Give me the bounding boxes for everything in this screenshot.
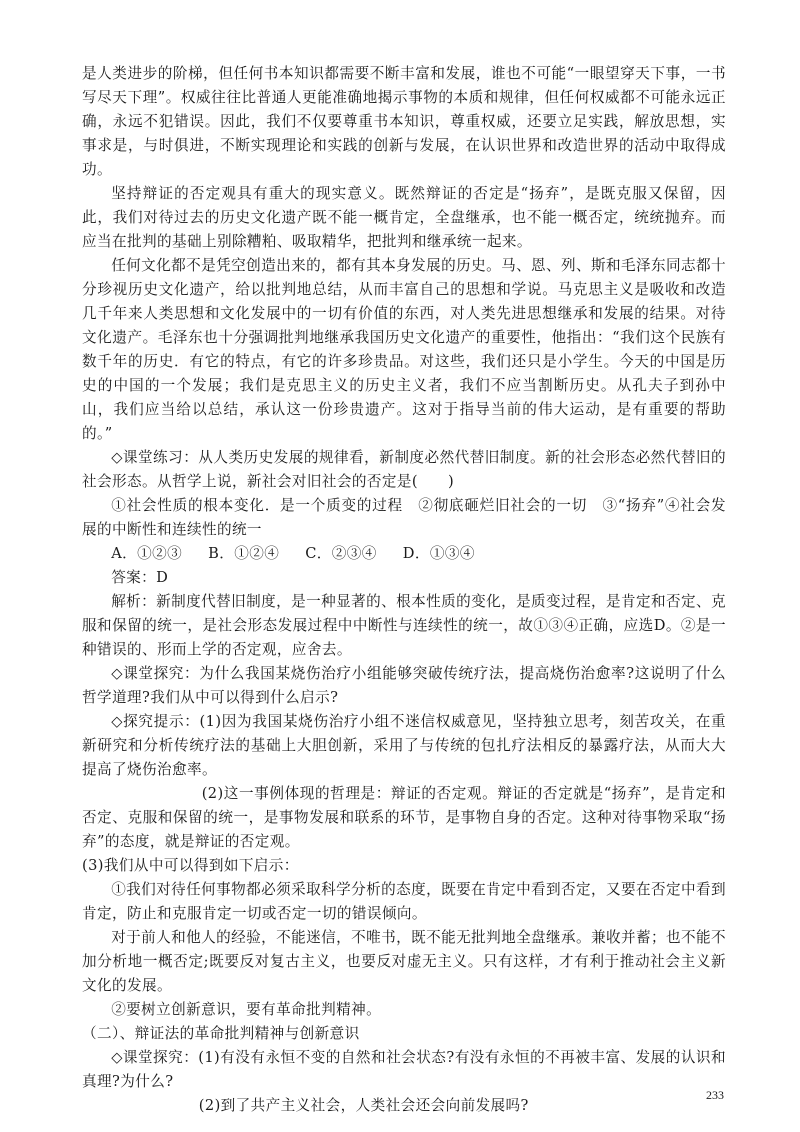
section-heading: （二）、辩证法的革命批判精神与创新意识	[82, 1025, 360, 1042]
inquiry-hint-1: ◇探究提示：(1)因为我国某烧伤治疗小组不迷信权威意见，坚持独立思考，刻苦攻关，在重新研究和分析传统疗法的基础上大胆创新，采用了与传统的包扎疗法相反的暴露疗法，从而大大提高了烧伤治愈率。	[82, 713, 726, 778]
inquiry-hint-2: (2)这一事例体现的哲理是：辩证的否定观。辩证的否定就是“扬弃”，是肯定和否定、克服和保留的统一，是事物发展和联系的环节，是事物自身的否定。这种对待事物采取“扬弃”的态度，就是辩证的否定观。	[82, 785, 726, 850]
exercise-question: ◇课堂练习：从人类历史发展的规律看，新制度必然代替旧制度。新的社会形态必然代替旧的社会形态。从哲学上说，新社会对旧社会的否定是( )	[82, 449, 726, 490]
exercise-statements: ①社会性质的根本变化．是一个质变的过程 ②彻底砸烂旧社会的一切 ③“扬弃”④社会发展的中断性和连续性的统一	[82, 497, 726, 538]
page-number: 233	[706, 1088, 724, 1102]
document-body	[82, 62, 726, 1118]
paragraph: 是人类进步的阶梯，但任何书本知识都需要不断丰富和发展，谁也不可能“一眼望穿天下事，一书写尽天下理”。权威往往比普通人更能准确地揭示事物的本质和规律，但任何权威都不可能永远正确，永远不犯错误。因此，我们不仅要尊重书本知识，尊重权威，还要立足实践，解放思想，实事求是，与时俱进，不断实现理论和实践的创新与发展，在认识世界和改造世界的活动中取得成功。	[82, 65, 726, 178]
answer: 答案：D	[111, 569, 169, 586]
option-d: D．①③④	[402, 545, 475, 562]
option-c: C．②③④	[305, 545, 377, 562]
inspiration-2: ②要树立创新意识，要有革命批判精神。	[111, 1001, 382, 1018]
analysis: 解析：新制度代替旧制度，是一种显著的、根本性质的变化，是质变过程，是肯定和否定、克服和保留的统一，是社会形态发展过程中中断性与连续性的统一，故①③④正确，应选D。②是一种错误的、形而上学的否定观，应舍去。	[82, 593, 726, 658]
paragraph: 对于前人和他人的经验，不能迷信，不唯书，既不能无批判地全盘继承。兼收并蓄；也不能不加分析地一概否定;既要反对复古主义，也要反对虚无主义。只有这样，才有利于推动社会主义新文化的发展。	[82, 929, 726, 994]
option-b: B．①②④	[208, 545, 280, 562]
inspiration-1: ①我们对待任何事物都必须采取科学分析的态度，既要在肯定中看到否定，又要在否定中看到肯定，防止和克服肯定一切或否定一切的错误倾向。	[82, 881, 726, 922]
inquiry-question: ◇课堂探究：为什么我国某烧伤治疗小组能够突破传统疗法，提高烧伤治愈率?这说明了什么哲学道理?我们从中可以得到什么启示?	[82, 665, 726, 706]
paragraph: 坚持辩证的否定观具有重大的现实意义。既然辩证的否定是“扬弃”，是既克服又保留，因此，我们对待过去的历史文化遗产既不能一概肯定，全盘继承，也不能一概否定，统统抛弃。而应当在批判的基础上别除糟粕、吸取精华，把批判和继承统一起来。	[82, 185, 726, 250]
paragraph: 任何文化都不是凭空创造出来的，都有其本身发展的历史。马、恩、列、斯和毛泽东同志都十分珍视历史文化遗产，给以批判地总结，从而丰富自己的思想和学说。马克思主义是吸收和改造几千年来人类思想和文化发展中的一切有价值的东西，对人类先进思想继承和发展的结果。对待文化遗产。毛泽东也十分强调批判地继承我国历史文化遗产的重要性，他指出：“我们这个民族有数千年的历史．有它的特点，有它的许多珍贵品。对这些，我们还只是小学生。今天的中国是历史的中国的一个发展；我们是克思主义的历史主义者，我们不应当割断历史。从孔夫子到孙中山，我们应当给以总结，承认这一份珍贵遗产。这对于指导当前的伟大运动，是有重要的帮助的。”	[82, 257, 726, 442]
answer-options	[82, 542, 726, 566]
option-a: A．①②③	[111, 545, 183, 562]
inquiry-hint-3: (3)我们从中可以得到如下启示：	[82, 857, 299, 874]
inquiry-question-2b: (2)到了共产主义社会，人类社会还会向前发展吗?	[198, 1097, 529, 1114]
inquiry-question-2: ◇课堂探究：(1)有没有永恒不变的自然和社会状态?有没有永恒的不再被丰富、发展的认识和真理?为什么?	[82, 1049, 726, 1090]
